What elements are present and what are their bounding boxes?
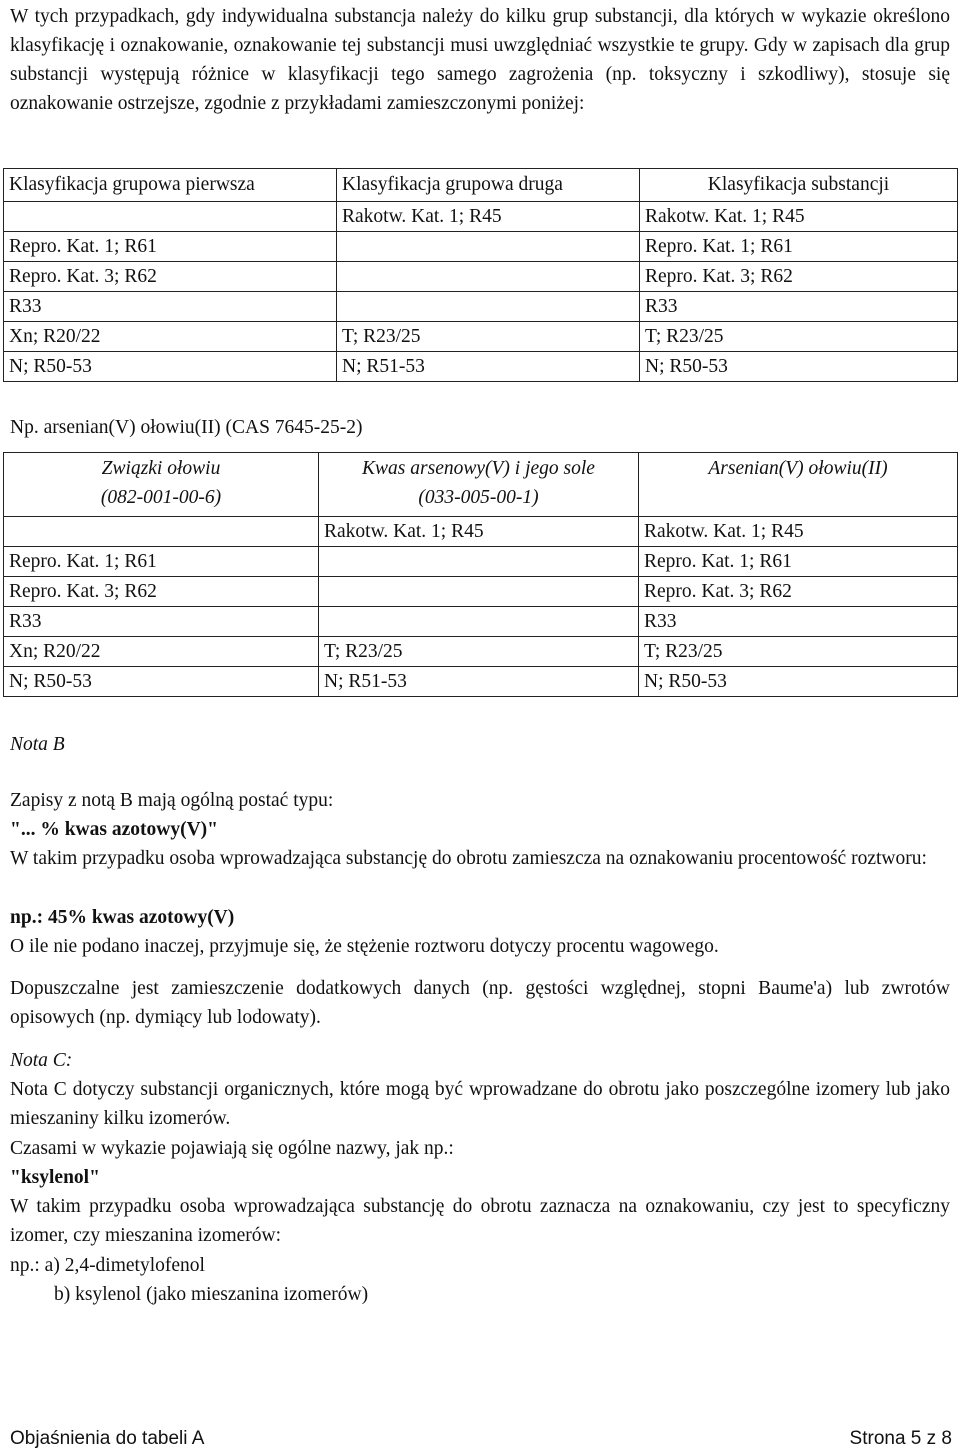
table-row xyxy=(4,607,958,637)
table-cell xyxy=(319,607,639,637)
table-cell: N; R50-53 xyxy=(639,667,958,697)
table-row xyxy=(4,637,958,667)
header-cell: Klasyfikacja grupowa druga xyxy=(337,169,640,202)
table-cell: N; R50-53 xyxy=(4,667,319,697)
table-cell: Repro. Kat. 3; R62 xyxy=(4,262,337,292)
table-row xyxy=(4,667,958,697)
table-row xyxy=(4,577,958,607)
table-cell xyxy=(319,547,639,577)
table-cell: Repro. Kat. 3; R62 xyxy=(640,262,958,292)
table-cell: Repro. Kat. 3; R62 xyxy=(639,577,958,607)
table-cell: Repro. Kat. 1; R61 xyxy=(640,232,958,262)
example-text: : 45% kwas azotowy(V) xyxy=(36,907,235,928)
header-cell xyxy=(319,453,639,517)
nota-b-title: Nota B xyxy=(10,734,65,755)
table-cell: R33 xyxy=(4,607,319,637)
header-line: Kwas arsenowy(V) i jego sole xyxy=(362,458,595,479)
table-cell: Repro. Kat. 3; R62 xyxy=(4,577,319,607)
intro-paragraph: W tych przypadkach, gdy indywidualna substancja należy do kilku grup substancji, dla których w wykazie określono klasyfikację i oznakowanie, oznakowanie tej substancji musi uwzględniać wszystkie te grupy. Gdy w zapisach dla grup substancji występują różnice w klasyfikacji tego samego zagrożenia (np. toksyczny i szkodliwy), stosuje się oznakowanie ostrzejsze, zgodnie z przykładami zamieszczonymi poniżej: xyxy=(10,6,950,114)
table-cell: N; R51-53 xyxy=(319,667,639,697)
table-cell xyxy=(337,232,640,262)
table-row xyxy=(4,517,958,547)
table-row xyxy=(4,202,958,232)
table-cell: Repro. Kat. 1; R61 xyxy=(639,547,958,577)
table-cell: Rakotw. Kat. 1; R45 xyxy=(337,202,640,232)
table-row xyxy=(4,292,958,322)
nota-c-example-a: np.: a) 2,4-dimetylofenol xyxy=(10,1255,205,1276)
nota-c-paragraph: Nota C dotyczy substancji organicznych, które mogą być wprowadzane do obrotu jako poszczególne izomery lub jako mieszaniny kilku izomerów. xyxy=(10,1079,950,1129)
table-cell: Repro. Kat. 1; R61 xyxy=(4,232,337,262)
header-line: (033-005-00-1) xyxy=(418,487,539,508)
nota-b-additional: Dopuszczalne jest zamieszczenie dodatkowych danych (np. gęstości względnej, stopni Baume'a) lub zwrotów opisowych (np. dymiący lub lodowaty). xyxy=(10,978,950,1028)
nota-b-default: O ile nie podano inaczej, przyjmuje się, że stężenie roztworu dotyczy procentu wagowego. xyxy=(10,936,719,957)
table-cell: Rakotw. Kat. 1; R45 xyxy=(319,517,639,547)
table-cell: R33 xyxy=(4,292,337,322)
footer-title: Objaśnienia do tabeli A xyxy=(10,1428,205,1449)
header-line: Związki ołowiu xyxy=(101,458,221,479)
table-cell xyxy=(337,262,640,292)
table-row xyxy=(4,352,958,382)
nota-b-intro: Zapisy z notą B mają ogólną postać typu: xyxy=(10,790,334,811)
nota-b-example xyxy=(10,903,950,932)
table-header-row xyxy=(4,453,958,517)
table-cell: N; R51-53 xyxy=(337,352,640,382)
header-cell: Klasyfikacja substancji xyxy=(640,169,958,202)
table-cell: R33 xyxy=(639,607,958,637)
nota-c-label-rule: W takim przypadku osoba wprowadzająca substancję do obrotu zaznacza na oznakowaniu, czy jest to specyficzny izomer, czy mieszanina izomerów: xyxy=(10,1196,950,1246)
table-cell: N; R50-53 xyxy=(4,352,337,382)
example-label: Np. arsenian(V) ołowiu(II) (CAS 7645-25-2) xyxy=(10,417,363,438)
table-cell xyxy=(319,577,639,607)
header-line: Arsenian(V) ołowiu(II) xyxy=(708,458,888,479)
table-header-row xyxy=(4,169,958,202)
header-cell xyxy=(4,453,319,517)
table-cell xyxy=(4,517,319,547)
nota-b-paragraph: W takim przypadku osoba wprowadzająca substancję do obrotu zamieszcza na oznakowaniu procentowość roztworu: xyxy=(10,848,927,869)
header-cell xyxy=(639,453,958,517)
nota-c-names: Czasami w wykazie pojawiają się ogólne nazwy, jak np.: xyxy=(10,1138,454,1159)
header-cell: Klasyfikacja grupowa pierwsza xyxy=(4,169,337,202)
table-cell: T; R23/25 xyxy=(337,322,640,352)
table-cell: T; R23/25 xyxy=(640,322,958,352)
table-cell: R33 xyxy=(640,292,958,322)
table-cell xyxy=(337,292,640,322)
table-cell: N; R50-53 xyxy=(640,352,958,382)
classification-table-1 xyxy=(3,168,958,382)
page-number: Strona 5 z 8 xyxy=(849,1428,952,1449)
classification-table-2 xyxy=(3,452,958,697)
table-cell: T; R23/25 xyxy=(319,637,639,667)
header-line: (082-001-00-6) xyxy=(100,487,222,508)
table-cell: Repro. Kat. 1; R61 xyxy=(4,547,319,577)
table-cell: Rakotw. Kat. 1; R45 xyxy=(639,517,958,547)
table-cell: Rakotw. Kat. 1; R45 xyxy=(640,202,958,232)
nota-c-example-name: "ksylenol" xyxy=(10,1167,100,1188)
nota-c-example-b: b) ksylenol (jako mieszanina izomerów) xyxy=(54,1284,369,1305)
table-row xyxy=(4,232,958,262)
table-row xyxy=(4,262,958,292)
example-prefix: np. xyxy=(10,907,37,928)
nota-b-pattern: "... % kwas azotowy(V)" xyxy=(10,819,218,840)
table-cell: T; R23/25 xyxy=(639,637,958,667)
table-row xyxy=(4,322,958,352)
table-cell: Xn; R20/22 xyxy=(4,637,319,667)
table-row xyxy=(4,547,958,577)
nota-c-title: Nota C: xyxy=(10,1050,73,1071)
table-cell: Xn; R20/22 xyxy=(4,322,337,352)
table-cell xyxy=(4,202,337,232)
